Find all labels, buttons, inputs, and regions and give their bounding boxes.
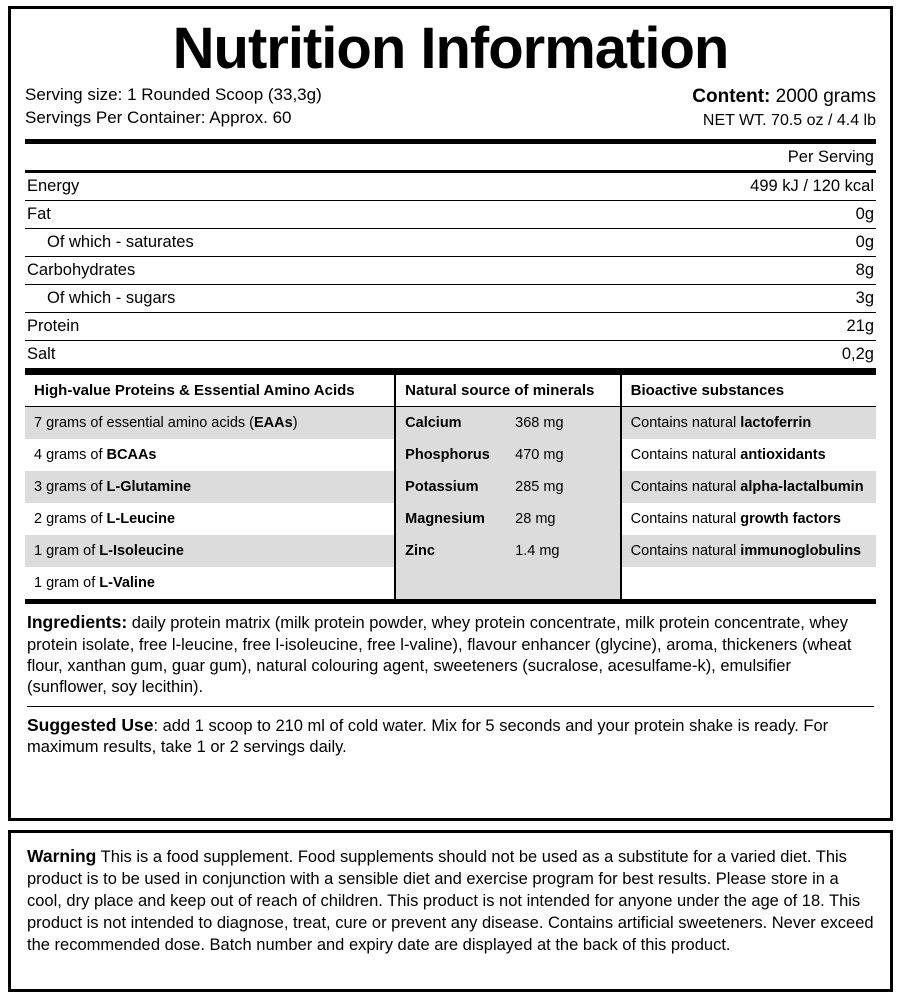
serving-size-label: Serving size:	[25, 85, 123, 105]
main-panel	[8, 6, 893, 821]
servings-per-container-label: Servings Per Container:	[25, 108, 206, 128]
nutrient-name: Of which - saturates	[25, 229, 512, 257]
bioactive-item	[621, 567, 876, 599]
nutrient-name: Fat	[25, 201, 512, 229]
suggested-use-label: Suggested Use	[27, 714, 154, 735]
serving-header	[25, 84, 876, 131]
table-row	[25, 313, 876, 341]
mineral-item: Phosphorus 470 mg	[395, 439, 621, 471]
nutrition-facts-table	[25, 139, 876, 373]
nutrient-value: 499 kJ / 120 kcal	[512, 172, 876, 201]
table-row	[25, 535, 876, 567]
warning-block	[27, 845, 874, 957]
protein-item: 1 gram of L-Isoleucine	[25, 535, 395, 567]
features-header-minerals: Natural source of minerals	[395, 375, 621, 407]
nutrient-name: Energy	[25, 172, 512, 201]
table-row	[25, 285, 876, 313]
warning-panel	[8, 830, 893, 992]
mineral-item: Calcium 368 mg	[395, 407, 621, 440]
warning-text: This is a food supplement. Food supplements should not be used as a substitute for a varied diet. This product is to be used in conjunction with a sensible diet and exercise program for best results. Please store in a cool, dry place and keep out of reach of children. This product is not intended for anyone under the age of 18. This product is not intended to diagnose, treat, cure or prevent any disease. Contains artificial sweeteners. Never exceed the recommended dose. Batch number and expiry date are displayed at the back of this product.	[27, 848, 874, 954]
table-row	[25, 172, 876, 201]
mineral-item: Magnesium 28 mg	[395, 503, 621, 535]
per-serving-header: Per Serving	[25, 142, 876, 172]
bioactive-item: Contains natural alpha-lactalbumin	[621, 471, 876, 503]
content-label: Content:	[692, 86, 771, 108]
protein-item: 1 gram of L-Valine	[34, 575, 155, 592]
ingredients-text: daily protein matrix (milk protein powder, whey protein concentrate, milk protein concentrate, whey protein isolate, free l-leucine, free l-isoleucine, free l-valine), flavour enhancer (glycine), aroma, thickeners (wheat flour, xanthan gum, guar gum), natural colouring agent, sweeteners (sucralose, acesulfame-k), emulsifier (sunflower, soy lecithin).	[27, 614, 852, 696]
features-table	[25, 373, 876, 604]
serving-size-line	[25, 84, 322, 107]
table-row	[25, 257, 876, 285]
table-row	[25, 341, 876, 369]
nutrient-name: Carbohydrates	[25, 257, 512, 285]
nutrient-value: 0,2g	[841, 345, 874, 364]
nutrient-value: 0g	[512, 201, 876, 229]
protein-item: 2 grams of L-Leucine	[34, 511, 176, 528]
table-row	[25, 567, 876, 599]
per-serving-header-row	[25, 142, 876, 172]
features-header-bioactives: Bioactive substances	[621, 375, 876, 407]
serving-right-block	[692, 84, 876, 131]
bioactive-item: Contains natural lactoferrin	[621, 407, 876, 440]
nutrient-value: 21g	[512, 313, 876, 341]
serving-left-block	[25, 84, 322, 130]
page-title: Nutrition Information	[172, 16, 729, 81]
nutrient-name: Protein	[25, 313, 512, 341]
serving-size-value: 1 Rounded Scoop (33,3g)	[127, 85, 322, 105]
nutrient-value: 3g	[512, 285, 876, 313]
net-weight: NET WT. 70.5 oz / 4.4 lb	[702, 111, 876, 129]
mineral-item: Zinc 1.4 mg	[395, 535, 621, 567]
table-row	[25, 229, 876, 257]
mineral-item: Potassium 285 mg	[395, 471, 621, 503]
nutrient-name: Of which - sugars	[25, 285, 512, 313]
ingredients-label: Ingredients:	[27, 612, 128, 633]
servings-per-container-value: Approx. 60	[209, 108, 292, 128]
suggested-use-block	[27, 714, 874, 758]
protein-item: 3 grams of L-Glutamine	[25, 471, 395, 503]
table-row	[25, 439, 876, 471]
servings-per-container-line	[25, 107, 322, 130]
mineral-item	[395, 567, 621, 599]
table-row	[25, 503, 876, 535]
nutrient-value: 0g	[512, 229, 876, 257]
bioactive-item: Contains natural immunoglobulins	[621, 535, 876, 567]
features-header-proteins: High-value Proteins & Essential Amino Acids	[25, 375, 395, 407]
table-row	[25, 407, 876, 440]
nutrient-name: Salt	[27, 345, 56, 364]
suggested-use-text: : add 1 scoop to 210 ml of cold water. Mix for 5 seconds and your protein shake is ready. For maximum results, take 1 or 2 servings daily.	[27, 716, 829, 756]
divider	[27, 706, 874, 707]
bioactive-item: Contains natural growth factors	[621, 503, 876, 535]
protein-item: 7 grams of essential amino acids (EAAs)	[25, 407, 395, 440]
warning-label: Warning	[27, 846, 97, 866]
features-header-row	[25, 375, 876, 407]
bioactive-item: Contains natural antioxidants	[621, 439, 876, 471]
ingredients-block	[27, 611, 874, 697]
nutrient-value: 8g	[512, 257, 876, 285]
table-row	[25, 201, 876, 229]
table-row	[25, 471, 876, 503]
content-line	[692, 84, 876, 110]
content-value: 2000 grams	[775, 86, 876, 108]
protein-item: 4 grams of BCAAs	[34, 447, 157, 464]
